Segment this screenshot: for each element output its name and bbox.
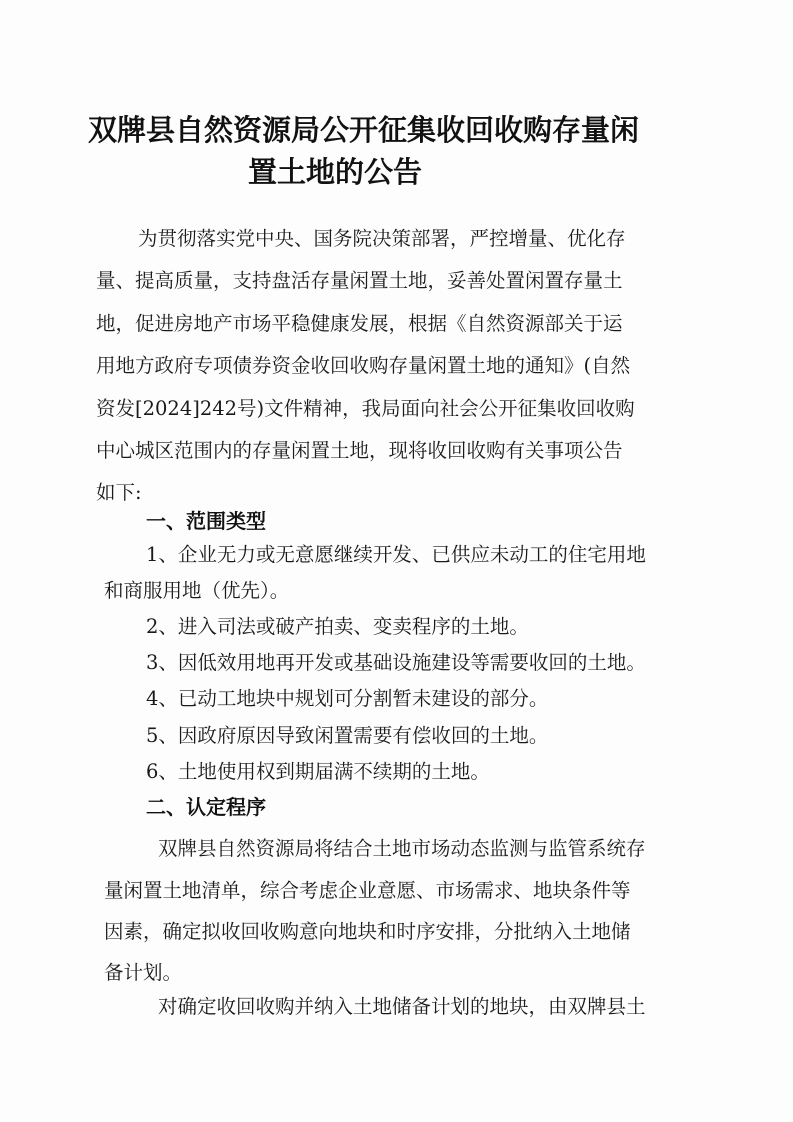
scope-item: 3、因低效用地再开发或基础设施建设等需要收回的土地。 xyxy=(146,651,646,674)
section-heading-scope: 一、范围类型 xyxy=(146,509,266,533)
procedure-line: 因素，确定拟收回收购意向地块和时序安排，分批纳入土地储 xyxy=(104,920,631,943)
procedure-line: 对确定收回收购并纳入土地储备计划的地块，由双牌县土 xyxy=(158,995,646,1018)
procedure-line: 量闲置土地清单，综合考虑企业意愿、市场需求、地块条件等 xyxy=(104,879,631,902)
scope-item: 5、因政府原因导致闲置需要有偿收回的土地。 xyxy=(146,724,549,747)
intro-line: 为贯彻落实党中央、国务院决策部署，严控增量、优化存 xyxy=(138,227,626,250)
scope-item: 2、进入司法或破产拍卖、变卖程序的土地。 xyxy=(146,615,529,638)
scope-item: 6、土地使用权到期届满不续期的土地。 xyxy=(146,760,490,783)
intro-line: 地，促进房地产市场平稳健康发展，根据《自然资源部关于运 xyxy=(96,312,623,335)
scope-item: 4、已动工地块中规划可分割暂未建设的部分。 xyxy=(146,687,549,710)
procedure-line: 备计划。 xyxy=(104,961,183,984)
intro-line: 用地方政府专项债券资金收回收购存量闲置土地的通知》(自然 xyxy=(96,354,631,377)
document-title-line-1: 双牌县自然资源局公开征集收回收购存量闲 xyxy=(88,113,640,147)
scope-item: 和商服用地（优先）。 xyxy=(104,579,290,602)
intro-line: 如下: xyxy=(96,481,142,504)
intro-line: 中心城区范围内的存量闲置土地，现将收回收购有关事项公告 xyxy=(96,439,623,462)
section-heading-procedure: 二、认定程序 xyxy=(146,795,266,819)
document-title-line-2: 置土地的公告 xyxy=(248,155,423,189)
scope-item: 1、企业无力或无意愿继续开发、已供应未动工的住宅用地 xyxy=(146,543,646,566)
intro-line: 量、提高质量，支持盘活存量闲置土地，妥善处置闲置存量土 xyxy=(96,269,623,292)
procedure-line: 双牌县自然资源局将结合土地市场动态监测与监管系统存 xyxy=(158,837,646,860)
intro-line: 资发[2024]242号)文件精神，我局面向社会公开征集收回收购 xyxy=(96,397,635,420)
